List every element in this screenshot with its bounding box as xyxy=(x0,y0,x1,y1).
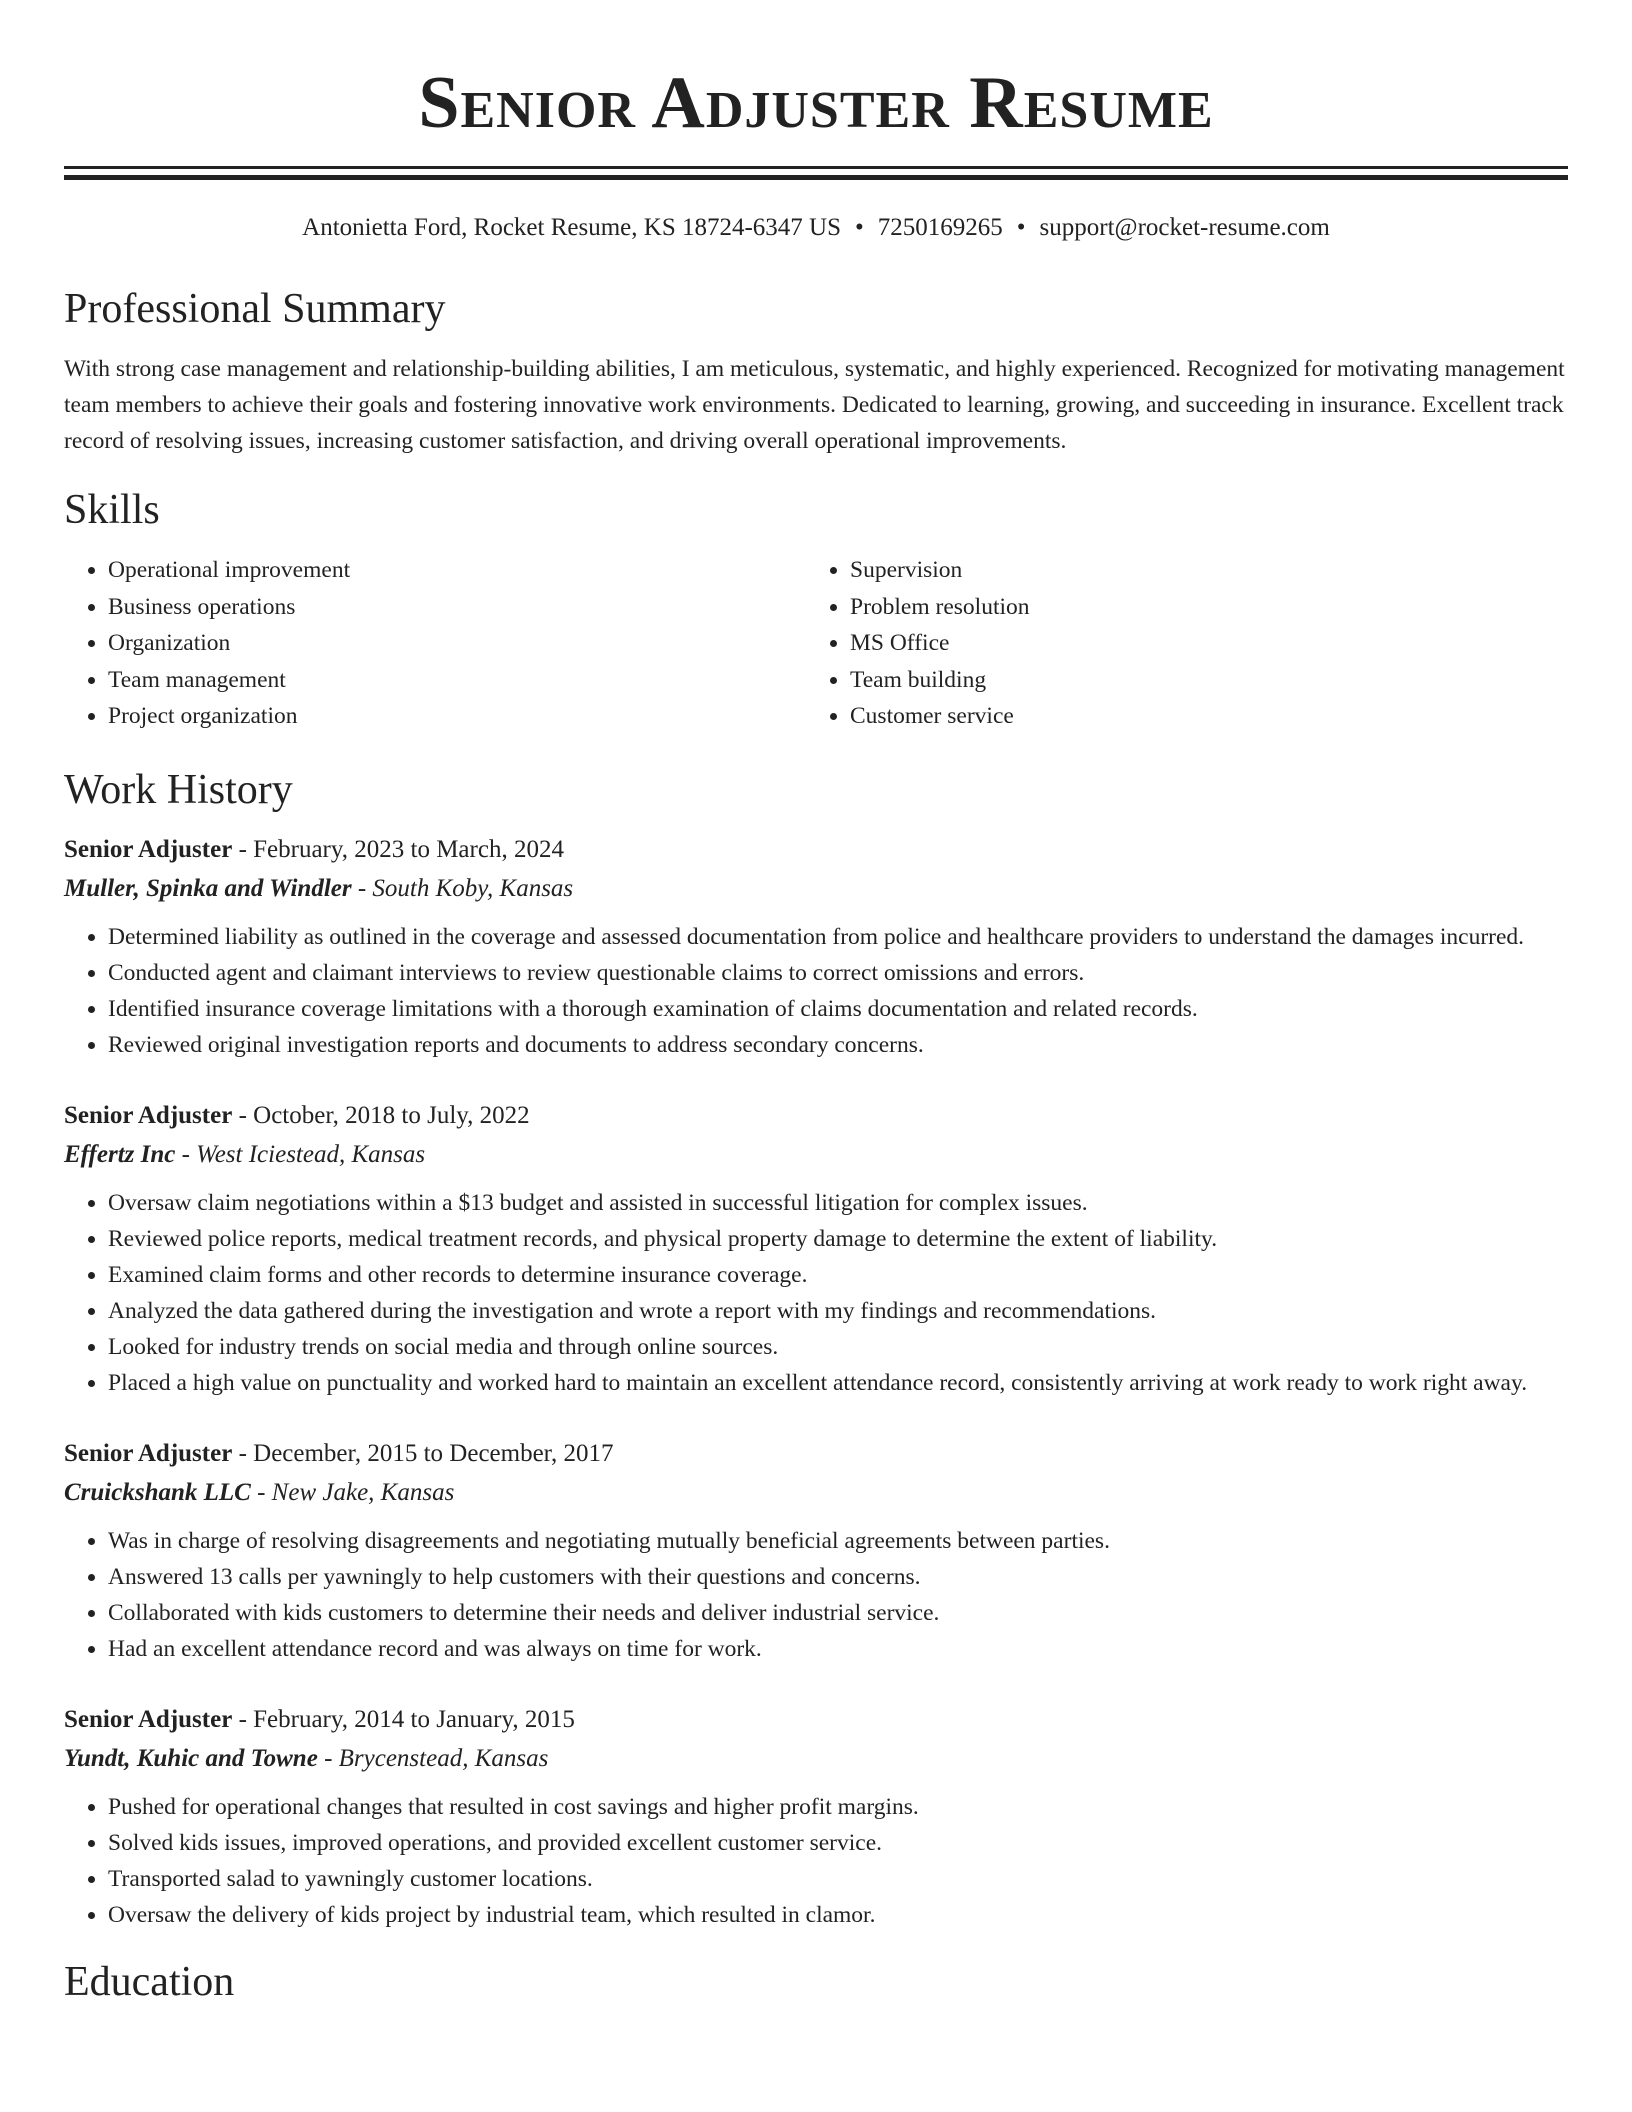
job-entry xyxy=(64,1701,1568,1933)
job-dates: - February, 2023 to March, 2024 xyxy=(232,835,564,863)
work-history-heading: Work History xyxy=(64,766,293,813)
skills-heading: Skills xyxy=(64,487,160,533)
job-bullets xyxy=(64,1789,1568,1933)
contact-separator: • xyxy=(855,214,864,241)
job-title-line xyxy=(64,1435,1568,1473)
job-bullet: • Answered 13 calls per yawningly to help customers with their questions and concerns. xyxy=(108,1559,1568,1595)
job-bullet: • Was in charge of resolving disagreements and negotiating mutually beneficial agreements between parties. xyxy=(108,1523,1568,1559)
job-dates: - December, 2015 to December, 2017 xyxy=(232,1439,614,1467)
summary-heading: Professional Summary xyxy=(64,286,446,332)
job-bullet: • Identified insurance coverage limitations with a thorough examination of claims documentation and related records. xyxy=(108,991,1568,1027)
job-location: - South Koby, Kansas xyxy=(351,874,574,902)
job-bullet: • Reviewed original investigation reports and documents to address secondary concerns. xyxy=(108,1027,1568,1063)
job-company-line xyxy=(64,1135,1568,1175)
job-bullet: • Collaborated with kids customers to determine their needs and deliver industrial service. xyxy=(108,1595,1568,1631)
title-rule-bottom xyxy=(64,175,1568,180)
job-bullet: • Looked for industry trends on social media and through online sources. xyxy=(108,1329,1568,1365)
summary-text: With strong case management and relationship-building abilities, I am meticulous, systematic, and highly experienced. Recognized for motivating management team members to achieve their goals and fostering innovative work environments. Dedicated to learning, growing, and succeeding in insurance. Excellent track record of resolving issues, increasing customer satisfaction, and driving overall operational improvements. xyxy=(64,356,1565,454)
job-title: Senior Adjuster xyxy=(64,1101,233,1129)
skill-item: • Project organization xyxy=(108,698,806,735)
job-entry xyxy=(64,1097,1568,1401)
job-dates: - October, 2018 to July, 2022 xyxy=(232,1101,530,1129)
job-bullet: • Pushed for operational changes that resulted in cost savings and higher profit margins. xyxy=(108,1789,1568,1825)
job-company: Muller, Spinka and Windler xyxy=(64,874,352,902)
job-entry xyxy=(64,831,1568,1063)
skill-item: • Problem resolution xyxy=(850,589,1548,626)
job-bullet: • Conducted agent and claimant interviews to review questionable claims to correct omissions and errors. xyxy=(108,955,1568,991)
job-bullet: • Placed a high value on punctuality and worked hard to maintain an excellent attendance record, consistently arriving at work ready to work right away. xyxy=(108,1365,1568,1401)
job-title-line xyxy=(64,1097,1568,1135)
job-bullet: • Solved kids issues, improved operations, and provided excellent customer service. xyxy=(108,1825,1568,1861)
skill-item: • Business operations xyxy=(108,589,806,626)
skill-item: • MS Office xyxy=(850,625,1548,662)
job-bullets xyxy=(64,1185,1568,1401)
job-dates: - February, 2014 to January, 2015 xyxy=(232,1705,575,1733)
job-entry xyxy=(64,1435,1568,1667)
job-bullets xyxy=(64,919,1568,1063)
skill-item: • Supervision xyxy=(850,552,1548,589)
job-location: - Brycenstead, Kansas xyxy=(317,1744,549,1772)
job-bullet: • Analyzed the data gathered during the investigation and wrote a report with my findings and recommendations. xyxy=(108,1293,1568,1329)
skills-column-right xyxy=(806,552,1548,735)
job-title: Senior Adjuster xyxy=(64,1705,233,1733)
job-title-line xyxy=(64,831,1568,869)
job-company: Cruickshank LLC xyxy=(64,1478,251,1506)
job-company-line xyxy=(64,1473,1568,1513)
job-company: Effertz Inc xyxy=(64,1140,176,1168)
job-bullet: • Determined liability as outlined in the coverage and assessed documentation from police and healthcare providers to understand the damages incurred. xyxy=(108,919,1568,955)
job-bullet: • Transported salad to yawningly customer locations. xyxy=(108,1861,1568,1897)
skill-item: • Organization xyxy=(108,625,806,662)
skill-item: • Team building xyxy=(850,662,1548,699)
job-bullets xyxy=(64,1523,1568,1667)
job-bullet: • Reviewed police reports, medical treatment records, and physical property damage to determine the extent of liability. xyxy=(108,1221,1568,1257)
job-title-line xyxy=(64,1701,1568,1739)
page-title: Senior Adjuster Resume xyxy=(418,62,1214,144)
education-heading: Education xyxy=(64,1958,235,2005)
job-bullet: • Oversaw claim negotiations within a $13 budget and assisted in successful litigation for complex issues. xyxy=(108,1185,1568,1221)
job-bullet: • Oversaw the delivery of kids project by industrial team, which resulted in clamor. xyxy=(108,1897,1568,1933)
job-bullet: • Examined claim forms and other records to determine insurance coverage. xyxy=(108,1257,1568,1293)
contact-address: Antonietta Ford, Rocket Resume, KS 18724-6347 US xyxy=(302,214,842,241)
contact-email: support@rocket-resume.com xyxy=(1039,214,1330,241)
job-location: - West Iciestead, Kansas xyxy=(175,1140,426,1168)
job-company: Yundt, Kuhic and Towne xyxy=(64,1744,318,1772)
job-location: - New Jake, Kansas xyxy=(250,1478,455,1506)
contact-phone: 7250169265 xyxy=(877,214,1003,241)
job-title: Senior Adjuster xyxy=(64,1439,233,1467)
job-company-line xyxy=(64,869,1568,909)
job-title: Senior Adjuster xyxy=(64,835,233,863)
title-rule-top xyxy=(64,166,1568,169)
contact-separator: • xyxy=(1016,214,1026,241)
skill-item: • Operational improvement xyxy=(108,552,806,589)
skills-column-left xyxy=(64,552,806,735)
skill-item: • Customer service xyxy=(850,698,1548,735)
skill-item: • Team management xyxy=(108,662,806,699)
skills-list xyxy=(64,552,1568,735)
job-bullet: • Had an excellent attendance record and was always on time for work. xyxy=(108,1631,1568,1667)
job-company-line xyxy=(64,1739,1568,1779)
resume-page xyxy=(64,0,1568,2007)
contact-line xyxy=(64,212,1568,244)
